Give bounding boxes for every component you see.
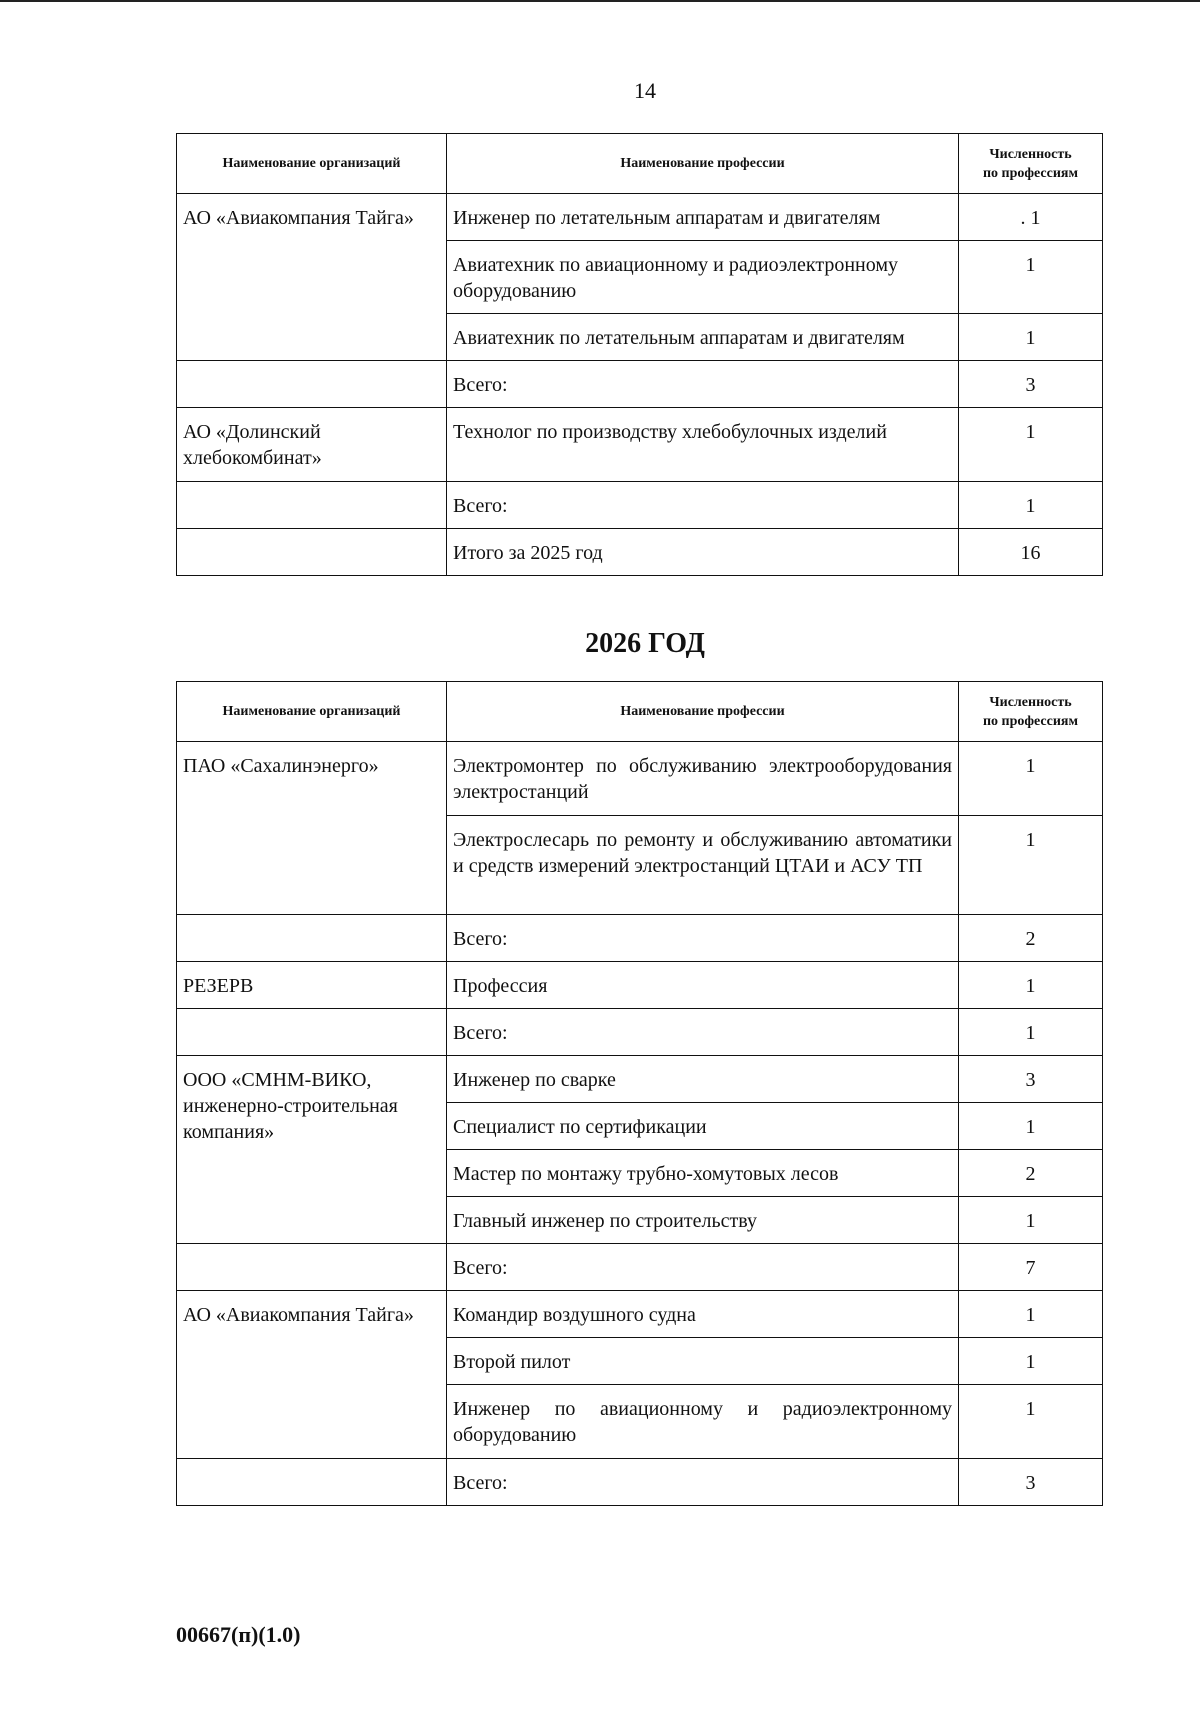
header-count-line1: Численность [989,694,1072,710]
header-count-line2: по профессиям [982,165,1079,181]
profession-cell: Главный инженер по строительству [447,1197,959,1244]
subtotal-label: Всего: [447,915,959,962]
header-profession: Наименование профессии [447,134,959,194]
table-row [177,408,1103,482]
subtotal-label: Всего: [447,361,959,408]
org-cell: АО «Авиакомпания Тайга» [177,1291,447,1459]
count-cell: 1 [959,241,1103,314]
subtotal-count: 1 [959,1009,1103,1056]
count-cell: 1 [959,1103,1103,1150]
profession-cell: Инженер по авиационному и радиоэлектронному оборудованию [447,1385,959,1459]
org-cell [177,529,447,576]
profession-cell: Инженер по летательным аппаратам и двигателям [447,194,959,241]
org-cell: ПАО «Сахалинэнерго» [177,742,447,915]
section-title: 2026 ГОД [585,628,705,659]
count-cell: 1 [959,408,1103,482]
profession-cell: Мастер по монтажу трубно-хомутовых лесов [447,1150,959,1197]
subtotal-label: Всего: [447,482,959,529]
subtotal-label: Всего: [447,1009,959,1056]
count-cell: 1 [959,314,1103,361]
table-header-row [177,134,1103,194]
header-count [959,134,1103,194]
profession-cell: Второй пилот [447,1338,959,1385]
top-border-line [0,0,1200,2]
table-2025 [176,133,1103,576]
header-count [959,682,1103,742]
header-profession: Наименование профессии [447,682,959,742]
subtotal-count: 2 [959,915,1103,962]
subtotal-count: 3 [959,1459,1103,1506]
profession-cell: Авиатехник по авиационному и радиоэлектронному оборудованию [447,241,959,314]
table-row [177,1244,1103,1291]
header-org: Наименование организаций [177,134,447,194]
table-row [177,962,1103,1009]
profession-cell: Авиатехник по летательным аппаратам и двигателям [447,314,959,361]
table-row [177,1009,1103,1056]
count-cell: 3 [959,1056,1103,1103]
subtotal-count: 3 [959,361,1103,408]
org-cell: АО «Долинский хлебокомбинат» [177,408,447,482]
org-cell: ООО «СМНМ-ВИКО, инженерно-строительная компания» [177,1056,447,1244]
grand-total-label: Итого за 2025 год [447,529,959,576]
profession-cell: Профессия [447,962,959,1009]
count-cell: . 1 [959,194,1103,241]
table-row [177,529,1103,576]
profession-cell: Технолог по производству хлебобулочных изделий [447,408,959,482]
table-row [177,482,1103,529]
table-row [177,361,1103,408]
table-2026 [176,681,1103,1506]
table-row [177,194,1103,241]
table-row [177,1459,1103,1506]
subtotal-label: Всего: [447,1244,959,1291]
grand-total-count: 16 [959,529,1103,576]
document-code: 00667(п)(1.0) [176,1622,301,1647]
count-cell: 1 [959,1291,1103,1338]
subtotal-count: 7 [959,1244,1103,1291]
org-cell [177,482,447,529]
profession-cell: Специалист по сертификации [447,1103,959,1150]
org-cell [177,1459,447,1506]
profession-cell: Командир воздушного судна [447,1291,959,1338]
count-cell: 2 [959,1150,1103,1197]
count-cell: 1 [959,1197,1103,1244]
table-row [177,1056,1103,1103]
header-count-line2: по профессиям [982,713,1079,729]
table-header-row [177,682,1103,742]
org-cell [177,1009,447,1056]
table-row [177,742,1103,816]
count-cell: 1 [959,1385,1103,1459]
org-cell [177,915,447,962]
profession-cell: Электрослесарь по ремонту и обслуживанию автоматики и средств измерений электростанций ЦТАИ и АСУ ТП [447,816,959,915]
org-cell [177,361,447,408]
page-number: 14 [634,78,656,103]
profession-cell: Инженер по сварке [447,1056,959,1103]
header-count-line1: Численность [989,146,1072,162]
table-row [177,915,1103,962]
org-cell: АО «Авиакомпания Тайга» [177,194,447,361]
count-cell: 1 [959,816,1103,915]
count-cell: 1 [959,962,1103,1009]
count-cell: 1 [959,742,1103,816]
subtotal-label: Всего: [447,1459,959,1506]
table-row [177,1291,1103,1338]
profession-cell: Электромонтер по обслуживанию электрооборудования электростанций [447,742,959,816]
org-cell [177,1244,447,1291]
org-cell: РЕЗЕРВ [177,962,447,1009]
subtotal-count: 1 [959,482,1103,529]
header-org: Наименование организаций [177,682,447,742]
count-cell: 1 [959,1338,1103,1385]
